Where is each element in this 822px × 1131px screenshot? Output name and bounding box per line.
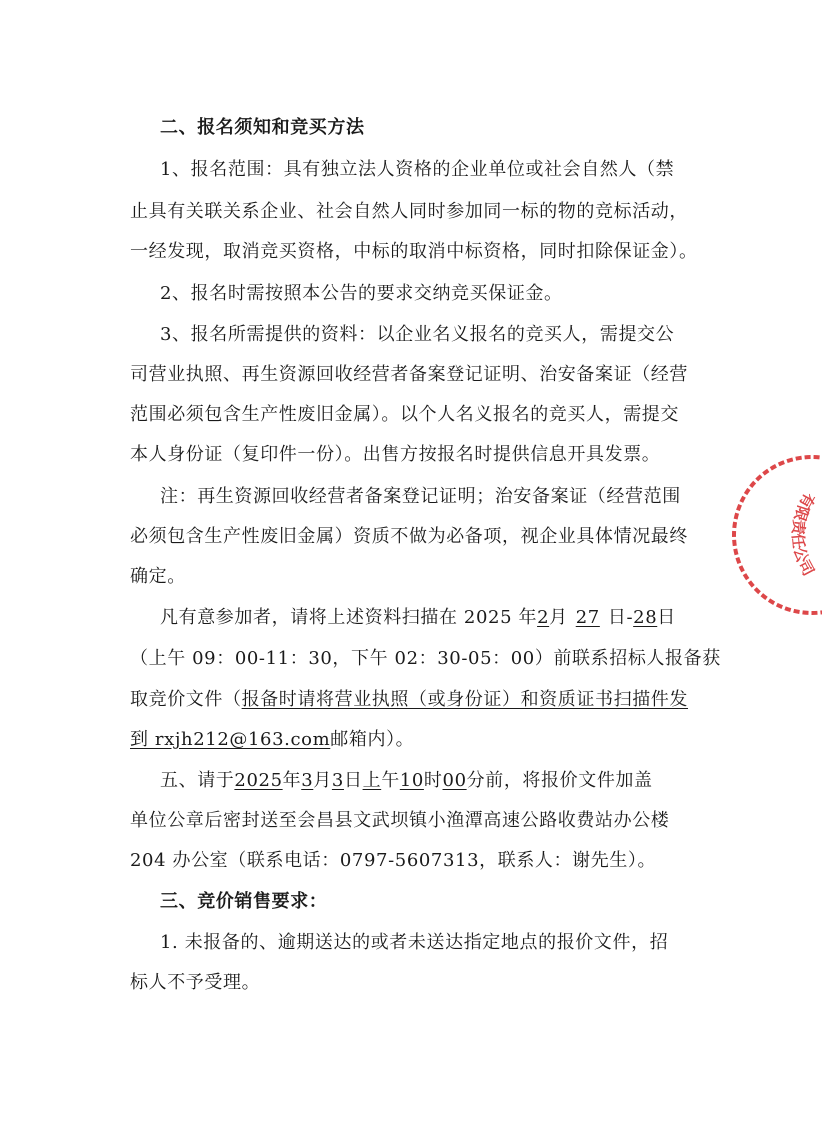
item-5-text-e: 午 [381, 770, 400, 791]
item-5-text-f: 时 [423, 770, 443, 791]
apply-text-a: 凡有意参加者，请将上述资料扫描在 2025 年 [160, 607, 538, 628]
apply-line-3 [130, 687, 688, 713]
item-5-text-g: 分前，将报价文件加盖 [466, 770, 653, 791]
apply-line-3-text: 取竞价文件（ [130, 689, 242, 710]
item-5-text-a: 五、请于 [160, 770, 235, 791]
apply-text-c: 日- [607, 607, 634, 628]
item-1-line-3: 一经发现，取消竞买资格，中标的取消中标资格，同时扣除保证金）。 [130, 241, 698, 262]
apply-text-b: 月 [549, 607, 568, 628]
note-line-1: 注：再生资源回收经营者备案登记证明；治安备案证（经营范围 [160, 486, 681, 507]
item-5-line-1 [160, 768, 653, 794]
note-line-2: 必须包含生产性废旧金属）资质不做为必备项，视企业具体情况最终 [130, 526, 688, 547]
item-5-text-b: 年 [282, 770, 302, 791]
apply-month: 2 [537, 607, 550, 628]
item-2: 2、报名时需按照本公告的要求交纳竞买保证金。 [160, 283, 563, 304]
item-5-ampm: 上 [362, 770, 382, 791]
item-5-text-d: 日 [343, 770, 363, 791]
note-line-3: 确定。 [130, 566, 186, 587]
item-5-minute: 00 [442, 770, 467, 791]
item-3-line-1: 3、报名所需提供的资料：以企业名义报名的竞买人，需提交公 [160, 324, 675, 345]
item-5-hour: 10 [399, 770, 424, 791]
item-1-line-2: 止具有关联关系企业、社会自然人同时参加同一标的物的竞标活动， [130, 201, 688, 222]
apply-line-4-text: 邮箱内）。 [330, 729, 415, 750]
item-5-day: 3 [331, 770, 344, 791]
apply-line-2: （上午 09：00-11：30，下午 02：30-05：00）前联系招标人报备获 [130, 648, 721, 669]
company-seal-stamp [712, 455, 822, 615]
item-5-month: 3 [301, 770, 314, 791]
item-5-year: 2025 [234, 770, 283, 791]
apply-line-3-underlined: 报备时请将营业执照（或身份证）和资质证书扫描件发 [241, 689, 689, 710]
item-3-line-3: 范围必须包含生产性废旧金属）。以个人名义报名的竞买人，需提交 [130, 404, 679, 425]
apply-line-4 [130, 727, 414, 753]
requirement-1-line-1: 1. 未报备的、逾期送达的或者未送达指定地点的报价文件，招 [160, 932, 669, 953]
email-link: 到 rxjh212@163.com [130, 729, 331, 750]
seal-text: 有限责任公司 [788, 489, 819, 579]
item-5-line-3: 204 办公室（联系电话：0797-5607313，联系人：谢先生）。 [130, 850, 657, 871]
item-3-line-4: 本人身份证（复印件一份）。出售方按报名时提供信息开具发票。 [130, 444, 661, 465]
requirement-1-line-2: 标人不予受理。 [130, 972, 261, 993]
section-2-heading: 二、报名须知和竞买方法 [160, 117, 365, 138]
apply-day-end: 28 [633, 607, 658, 628]
section-3-heading: 三、竞价销售要求： [160, 891, 328, 912]
item-1-line-1: 1、报名范围：具有独立法人资格的企业单位或社会自然人（禁 [160, 159, 675, 180]
apply-text-d: 日 [657, 607, 676, 628]
item-3-line-2: 司营业执照、再生资源回收经营者备案登记证明、治安备案证（经营 [130, 364, 688, 385]
apply-day-start: 27 [575, 607, 600, 628]
item-5-text-c: 月 [313, 770, 332, 791]
apply-line-1 [160, 605, 676, 631]
item-5-line-2: 单位公章后密封送至会昌县文武坝镇小渔潭高速公路收费站办公楼 [130, 810, 670, 831]
